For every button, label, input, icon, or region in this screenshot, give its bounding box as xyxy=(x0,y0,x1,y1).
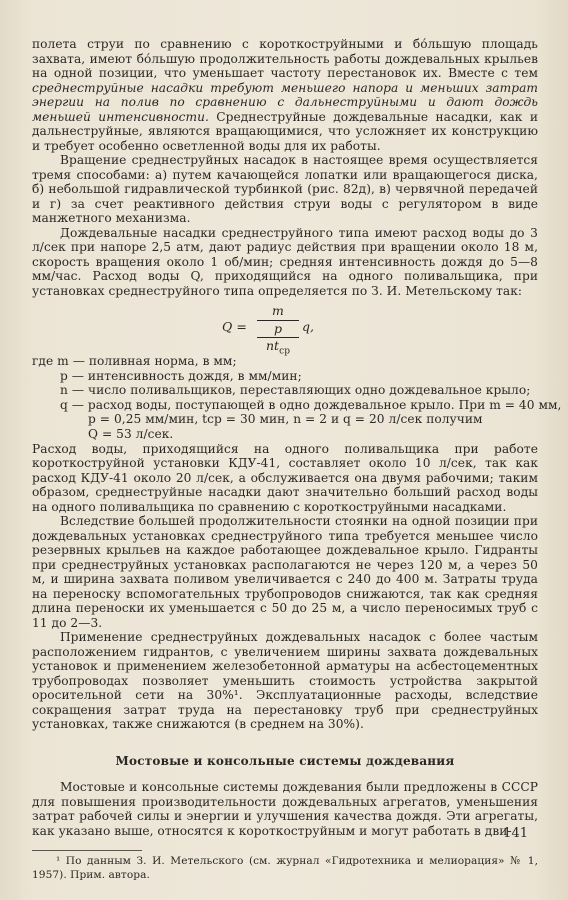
where-line: n — число поливальщиков, переставляющих одно дождевальное крыло; xyxy=(60,383,531,398)
italic-text-run: среднеструйные насадки требуют меньшего напора и меньших затрат энергии на полив по сравнению с дальнеструйными и дают дождь меньшей интенсивности. xyxy=(32,80,538,124)
footnote: ¹ По данным З. И. Метельского (см. журнал «Гидротехника и мелиорация» № 1, 1957). Прим. автора. xyxy=(32,855,538,881)
formula-inner-numerator: p xyxy=(273,320,283,336)
paragraph: Дождевальные насадки среднеструйного типа имеют расход воды до 3 л/сек при напоре 2,5 атм, дают радиус действия при вращении около 18 м, скорость вращения около 1 об/мин; средняя интенсивность дождя до 5—8 мм/час. Расход воды Q, приходящийся на одного поливальщика, при установках среднеструйного типа определяется по З. И. Метельскому так: xyxy=(32,225,538,298)
where-block xyxy=(32,354,562,442)
paragraph: Вследствие большей продолжительности стоянки на одной позиции при дождевальных установках среднеструйного типа требуется меньшее число резервных крыльев на каждое работающее дождевальное крыло. Гидранты при среднеструйных установках располагаются не через 120 м, а через 50 м, и ширина захвата поливом увеличивается с 240 до 400 м. Затраты труда на переноску вспомогательных трубопроводов снижаются, так как средняя длина переноски их уменьшается с 50 до 25 м, а число переносимых труб с 11 до 2—3. xyxy=(32,514,538,630)
paragraph: Расход воды, приходящийся на одного поливальщика при работе короткоструйной установки КДУ-41, составляет около 10 л/сек, так как расход КДУ-41 около 20 л/сек, а обслуживается она двумя рабочими; таким образом, среднеструйные насадки дают значительно больший расход воды на одного поливальщика по сравнению с короткоструйными насадками. xyxy=(32,441,538,514)
formula-numerator: m xyxy=(272,303,284,318)
den-text: nt xyxy=(265,338,280,353)
where-line: q — расход воды, поступающей в одно дождевальное крыло. При m = 40 мм, xyxy=(60,397,562,412)
paragraph: Мостовые и консольные системы дождевания были предложены в СССР для повышения производительности дождевальных агрегатов, уменьшения затрат рабочей силы и энергии и улучшения качества дождя. Эти агрегаты, как указано выше, относятся к короткоструйным и могут работать в дви- xyxy=(32,780,538,838)
where-line: Q = 53 л/сек. xyxy=(88,426,174,441)
footnote-divider xyxy=(32,850,142,851)
main-text xyxy=(32,37,562,882)
section-heading: Мостовые и консольные системы дождевания xyxy=(115,753,455,768)
where-line: p = 0,25 мм/мин, tср = 30 мин, n = 2 и q = 20 л/сек получим xyxy=(88,412,483,427)
text-run: Среднеструйные дождевальные насадки, как и дальнеструйные, являются вращающимися, что усложняет их конструкцию и требует особенно осветленной воды для их работы. xyxy=(32,109,538,153)
text-run: полета струи по сравнению с короткоструйными и бо́льшую площадь захвата, имеют бо́льшую продолжительность работы дождевальных крыльев на одной позиции, что уменьшает частоту перестановок их. Вместе с тем xyxy=(32,37,538,80)
page-number: 141 xyxy=(503,826,528,841)
paragraph: Вращение среднеструйных насадок в настоящее время осуществляется тремя способами: а) путем качающейся лопатки или вращающегося диска, б) небольшой гидравлической турбинкой (рис. 82д), в) червячной передачей и г) за счет реактивного действия струи воды с регулятором в виде манжетного механизма. xyxy=(32,153,538,225)
formula-denominator xyxy=(257,339,299,359)
den-subscript: ср xyxy=(279,346,291,357)
formula-fraction xyxy=(257,304,299,359)
paragraph xyxy=(32,37,538,153)
paragraph: Применение среднеструйных дождевальных насадок с более частым расположением гидрантов, с увеличением ширины захвата дождевальных установок и применением железобетонной арматуры на асбестоцементных трубопроводах позволяет уменьшить стоимость устройства закрытой оросительной сети на 30%¹. Эксплуатационные расходы, вследствие сокращения затрат труда на перестановку труб при среднеструйных установках, также снижаются (в среднем на 30%). xyxy=(32,630,538,732)
where-line: где m — поливная норма, в мм; xyxy=(32,354,237,368)
formula-lhs: Q = xyxy=(222,319,247,334)
formula-rhs: q, xyxy=(302,319,315,334)
formula xyxy=(32,303,538,357)
where-line: p — интенсивность дождя, в мм/мин; xyxy=(60,368,302,383)
